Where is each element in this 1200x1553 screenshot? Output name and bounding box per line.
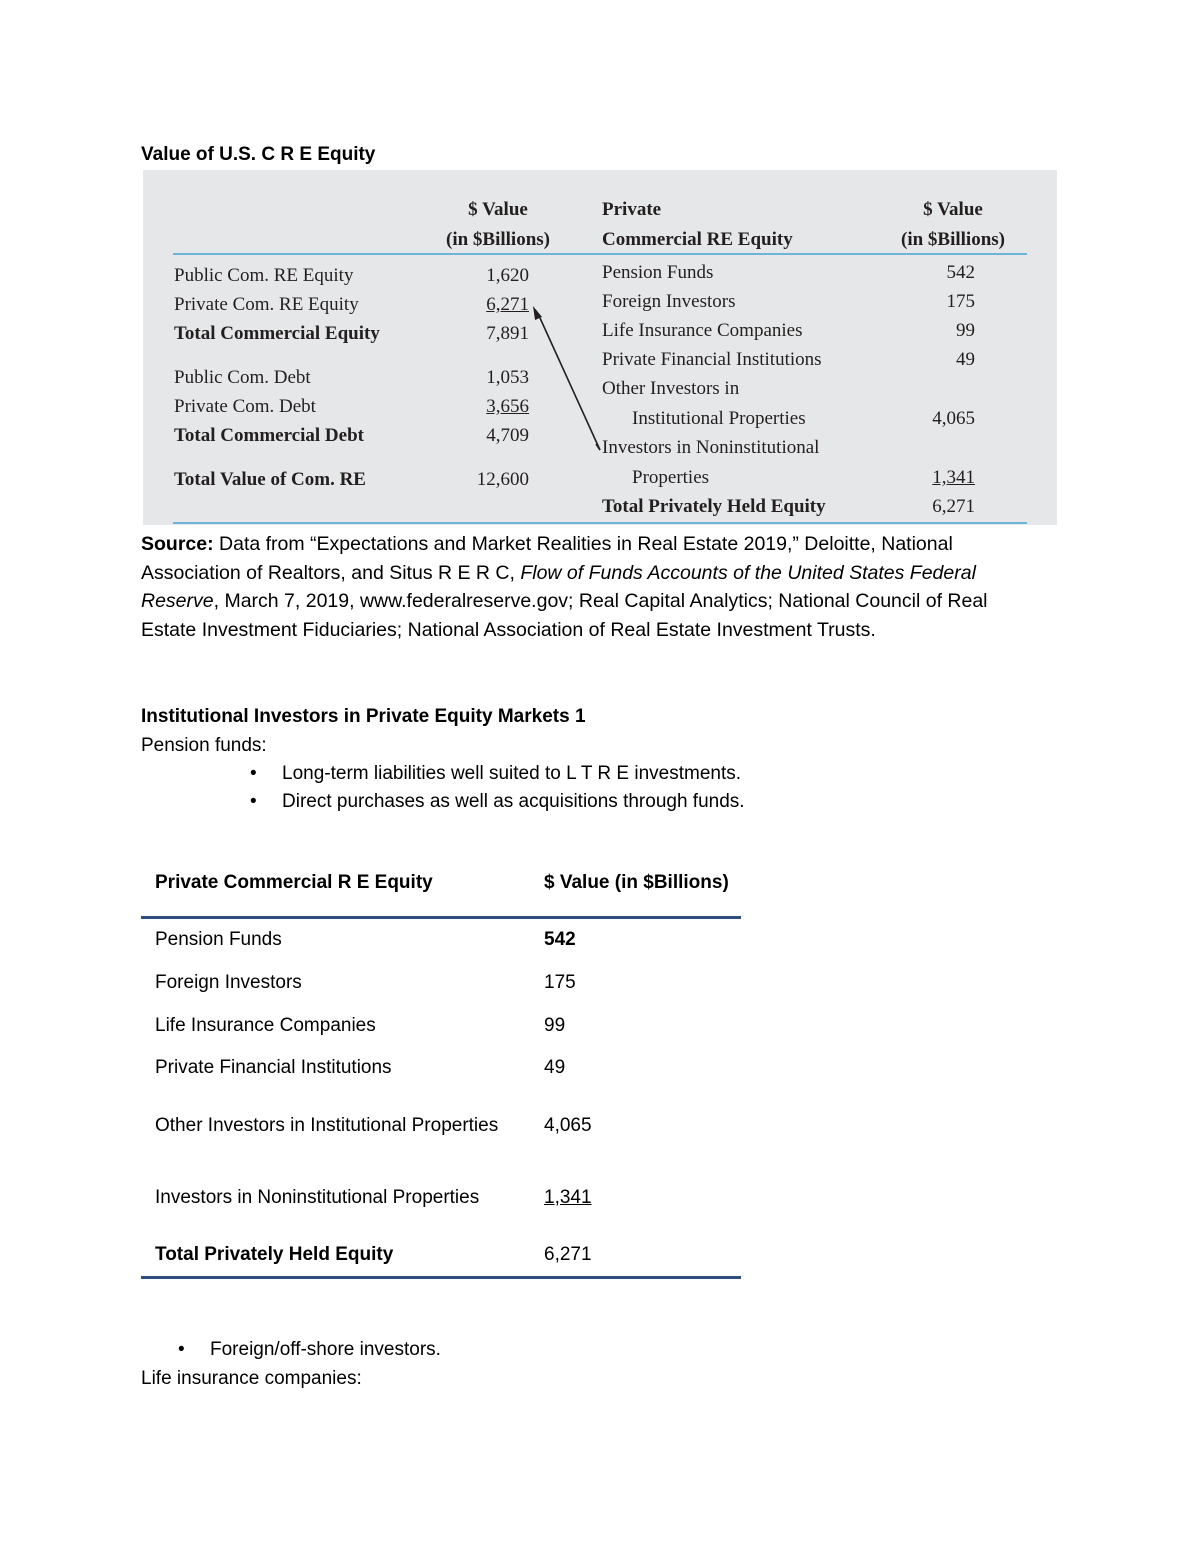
left-row-value: 12,600 <box>476 469 529 490</box>
bullet-text: Long-term liabilities well suited to L T R E investments. <box>282 763 742 784</box>
right-value-header-1: $ Value <box>923 199 983 220</box>
bullet-icon: • <box>250 763 257 784</box>
right-row-value: 1,341 <box>932 467 975 488</box>
right-row-label-cont: Institutional Properties <box>632 408 806 429</box>
table-cell-label: Investors in Noninstitutional Properties <box>155 1186 480 1208</box>
table-cell-value: 6,271 <box>530 1234 741 1278</box>
right-row-value: 4,065 <box>932 408 975 429</box>
left-row-label: Public Com. Debt <box>174 367 311 388</box>
table-cell-value: 175 <box>544 972 576 994</box>
table-cell-value: 542 <box>544 929 576 951</box>
right-row-value: 175 <box>946 291 975 312</box>
source-text-a: Data from “Expectations and Market Realities in Real Estate 2019,” Deloitte, National Association of Realtors, and Situs R E R C, <box>141 533 953 584</box>
bullet-text: Direct purchases as well as acquisitions through funds. <box>282 791 745 812</box>
bullet-item <box>250 791 950 815</box>
source-text-b: , March 7, 2019, www.federalreserve.gov; Real Capital Analytics; National Council of Real Estate Investment Fiduciaries; National Association of Real Estate Investment Trusts. <box>141 590 988 641</box>
table-cell-value: 99 <box>544 1014 566 1036</box>
table-row <box>141 1047 741 1090</box>
bullet-text: Foreign/off-shore investors. <box>210 1339 441 1360</box>
table-row <box>141 1004 741 1047</box>
right-row-label: Investors in Noninstitutional <box>602 437 820 458</box>
table-cell-label: Other Investors in Institutional Properties <box>155 1114 499 1136</box>
left-row-value: 6,271 <box>486 294 529 315</box>
table-cell-label: Life Insurance Companies <box>155 1014 376 1036</box>
right-row-label: Foreign Investors <box>602 291 736 312</box>
left-row-label: Total Commercial Debt <box>174 425 364 446</box>
table-header-label: Private Commercial R E Equity <box>141 850 530 918</box>
cre-equity-figure <box>143 170 1057 525</box>
table-header-row <box>141 850 741 918</box>
left-row-value: 1,053 <box>486 367 529 388</box>
pension-funds-label: Pension funds: <box>141 735 267 756</box>
table-row <box>141 1234 741 1278</box>
right-row-value: 542 <box>946 262 975 283</box>
left-row-value: 3,656 <box>486 396 529 417</box>
left-row-label: Private Com. Debt <box>174 396 316 417</box>
right-row-label-cont: Properties <box>632 467 710 488</box>
right-row-value: 99 <box>956 320 975 341</box>
table-cell-label: Pension Funds <box>155 929 282 951</box>
table-header-value: $ Value (in $Billions) <box>530 850 741 918</box>
right-value-header-2: (in $Billions) <box>901 229 1005 250</box>
bullet-item <box>250 763 950 787</box>
left-row-value: 1,620 <box>486 265 529 286</box>
source-paragraph <box>141 530 1041 644</box>
source-label: Source: <box>141 533 214 555</box>
source-italic-title: Flow of Funds Accounts of the United States Federal Reserve <box>141 561 976 613</box>
table-row <box>141 1090 741 1162</box>
left-value-header-1: $ Value <box>468 199 528 220</box>
private-equity-table <box>141 850 741 1279</box>
table-cell-value: 4,065 <box>544 1114 592 1136</box>
arrow-icon <box>143 170 1057 525</box>
page-title: Value of U.S. C R E Equity <box>141 144 376 165</box>
left-row-label: Public Com. RE Equity <box>174 265 354 286</box>
section-heading: Institutional Investors in Private Equity Markets 1 <box>141 706 586 727</box>
bullet-icon: • <box>178 1339 185 1360</box>
right-label-header-1: Private <box>602 199 662 220</box>
right-row-value: 6,271 <box>932 496 975 517</box>
left-row-label: Total Commercial Equity <box>174 323 380 344</box>
table-cell-label: Private Financial Institutions <box>155 1057 392 1079</box>
right-row-label: Pension Funds <box>602 262 714 283</box>
table-cell-value: 1,341 <box>544 1186 592 1208</box>
table-row <box>141 1162 741 1234</box>
bullet-icon: • <box>250 791 257 812</box>
table-row <box>141 962 741 1005</box>
left-row-value: 7,891 <box>486 323 529 344</box>
right-row-label: Other Investors in <box>602 378 740 399</box>
table-cell-value: 49 <box>544 1057 566 1079</box>
table-cell-label: Total Privately Held Equity <box>141 1234 530 1278</box>
bullet-item <box>178 1339 678 1363</box>
left-row-label: Private Com. RE Equity <box>174 294 359 315</box>
left-value-header-2: (in $Billions) <box>446 229 550 250</box>
right-row-value: 49 <box>956 349 975 370</box>
right-row-label: Life Insurance Companies <box>602 320 803 341</box>
left-row-label: Total Value of Com. RE <box>174 469 366 490</box>
right-row-label: Total Privately Held Equity <box>602 496 826 517</box>
life-insurance-label: Life insurance companies: <box>141 1368 362 1389</box>
table-cell-label: Foreign Investors <box>155 972 302 994</box>
right-row-label: Private Financial Institutions <box>602 349 822 370</box>
table-row <box>141 918 741 962</box>
right-label-header-2: Commercial RE Equity <box>602 229 793 250</box>
left-row-value: 4,709 <box>486 425 529 446</box>
